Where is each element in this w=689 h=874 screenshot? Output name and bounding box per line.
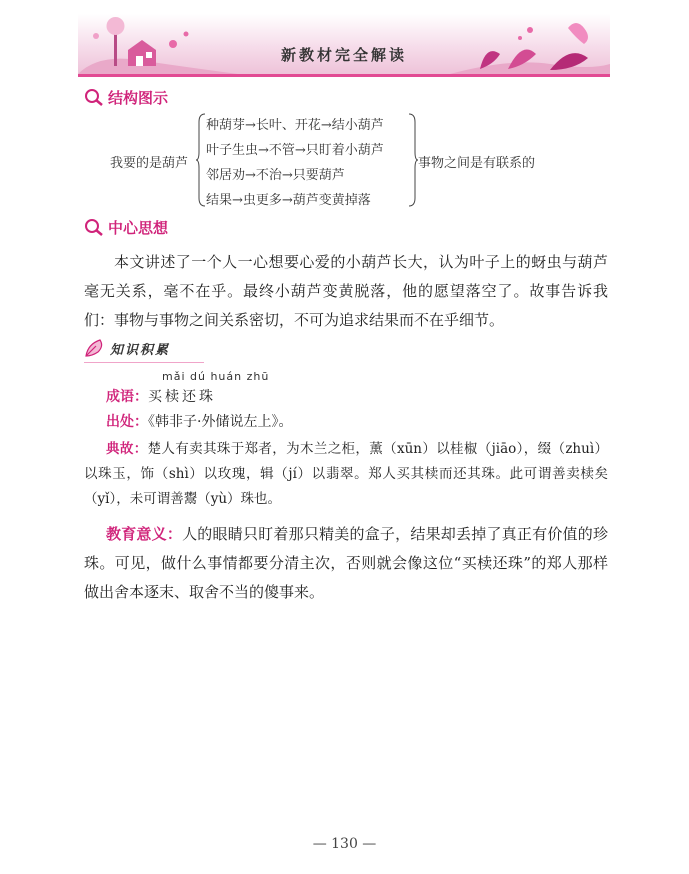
idiom-line	[106, 386, 216, 406]
page-header	[78, 14, 610, 74]
source-label: 出处：	[106, 414, 148, 430]
knowledge-underline	[84, 362, 204, 363]
structure-heading-label: 结构图示	[108, 88, 169, 107]
source-value: 《韩非子·外储说左上》。	[148, 414, 293, 430]
header-divider	[78, 74, 610, 77]
central-heading	[84, 216, 168, 238]
diagram-branch-2: 叶子生虫→不管→只盯着小葫芦	[206, 143, 384, 158]
page-number: — 130 —	[312, 836, 377, 852]
diagram-branch-4: 结果→虫更多→葫芦变黄掉落	[206, 193, 371, 208]
diagram-branch-3: 邻居劝→不治→只要葫芦	[206, 168, 345, 183]
meaning-paragraph	[84, 520, 608, 607]
structure-heading	[84, 86, 168, 108]
diagram-conclusion: 事物之间是有联系的	[418, 156, 536, 171]
story-paragraph	[84, 437, 608, 512]
knowledge-heading	[84, 336, 170, 360]
idiom-pinyin: mǎi dú huán zhū	[162, 370, 270, 383]
magnifier-icon	[84, 218, 104, 236]
idiom-value: 买椟还珠	[148, 389, 216, 405]
story-text: 楚人有卖其珠于郑者，为木兰之柜，薰（xūn）以桂椒（jiāo），缀（zhuì）以珠玉，饰（shì）以玫瑰，辑（jí）以翡翠。郑人买其椟而还其珠。此可谓善卖椟矣（yǐ），未可谓善鬻（yù）珠也。	[84, 441, 608, 507]
meaning-label: 教育意义：	[106, 525, 183, 543]
central-heading-label: 中心思想	[108, 218, 169, 237]
left-brace-icon	[196, 112, 206, 208]
source-line	[106, 411, 292, 431]
diagram-root-label: 我要的是葫芦	[110, 156, 189, 171]
header-title: 新教材完全解读	[280, 46, 407, 64]
central-paragraph: 本文讲述了一个人一心想要心爱的小葫芦长大，认为叶子上的蚜虫与葫芦毫无关系，毫不在乎。最终小葫芦变黄脱落，他的愿望落空了。故事告诉我们：事物与事物之间关系密切，不可为追求结果而不在乎细节。	[84, 253, 608, 329]
meaning-text: 人的眼睛只盯着那只精美的盒子，结果却丢掉了真正有价值的珍珠。可见，做什么事情都要分清主次，否则就会像这位“买椟还珠”的郑人那样做出舍本逐末、取舍不当的傻事来。	[84, 525, 608, 601]
magnifier-icon	[84, 88, 104, 106]
story-label: 典故：	[106, 441, 148, 457]
right-brace-icon	[408, 112, 418, 208]
idiom-label: 成语：	[106, 389, 148, 405]
knowledge-heading-label: 知识积累	[110, 342, 171, 358]
diagram-branch-1: 种葫芽→长叶、开花→结小葫芦	[206, 118, 384, 133]
structure-diagram	[0, 112, 689, 212]
leaf-pencil-icon	[84, 338, 106, 358]
